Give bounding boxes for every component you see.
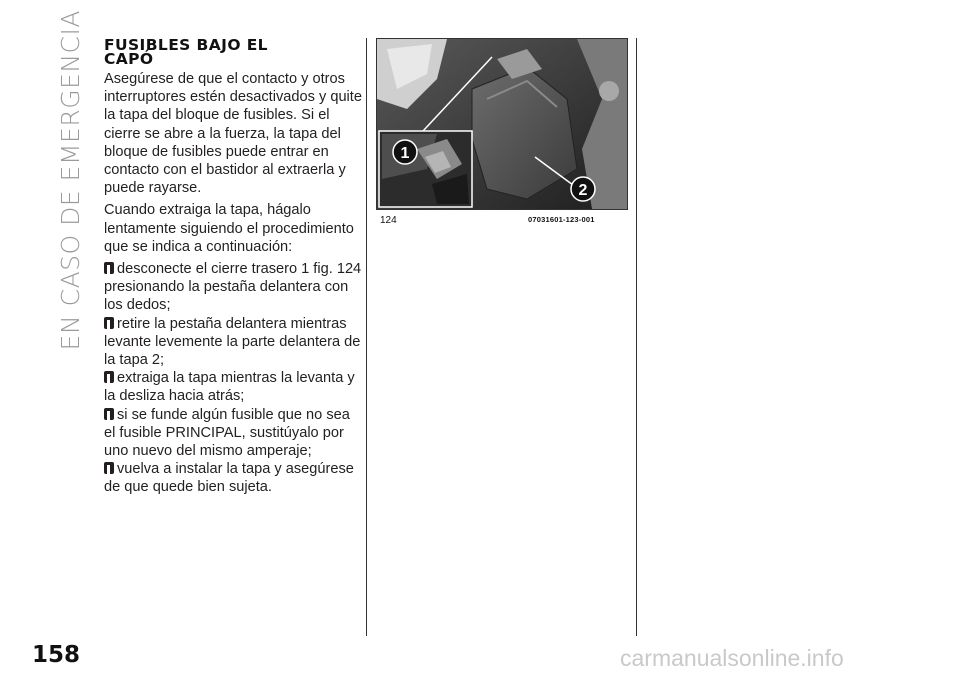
figure-caption-number: 124 — [380, 215, 397, 226]
section-heading-line1: FUSIBLES BAJO EL — [104, 36, 268, 54]
watermark-text: carmanualsonline.info — [620, 645, 844, 671]
column-divider-right — [636, 38, 637, 636]
intro-paragraph: Asegúrese de que el contacto y otros interruptores estén desactivados y quite la tapa del bloque de fusibles. Si el cierre se abre a la fuerza, la tapa del bloque de fusibles puede entrar en contacto con el bastidor al extraerla y puede rayarse. — [104, 71, 362, 197]
bullet-icon — [104, 462, 114, 474]
figure-caption-code: 07031601-123-001 — [528, 215, 595, 224]
step-text: extraiga la tapa mientras la levanta y la desliza hacia atrás; — [104, 370, 355, 405]
page-number: 158 — [32, 642, 81, 668]
bullet-icon — [104, 371, 114, 383]
section-heading — [104, 38, 362, 66]
step-text: si se funde algún fusible que no sea el fusible PRINCIPAL, sustitúyalo por uno nuevo del mismo amperaje; — [104, 406, 350, 460]
step-item — [104, 369, 362, 405]
figure-124-photo — [376, 38, 628, 210]
bullet-icon — [104, 408, 114, 420]
step-item — [104, 315, 362, 370]
bullet-icon — [104, 317, 114, 329]
step-item — [104, 460, 362, 496]
fuse-box-illustration — [377, 39, 627, 209]
chapter-side-title — [53, 9, 87, 351]
column-divider-left — [366, 38, 367, 636]
bullet-icon — [104, 262, 114, 274]
step-text: retire la pestaña delantera mientras levante levemente la parte delantera de la tapa 2; — [104, 315, 361, 369]
step-item — [104, 260, 362, 315]
callout-2-label: 2 — [578, 182, 588, 199]
text-column — [104, 38, 362, 497]
instructions-paragraph: Cuando extraiga la tapa, hágalo lentamente siguiendo el procedimiento que se indica a continuación: — [104, 202, 354, 255]
callout-1-label: 1 — [400, 145, 410, 162]
step-item — [104, 406, 362, 461]
step-text: desconecte el cierre trasero 1 fig. 124 presionando la pestaña delantera con los dedos; — [104, 261, 362, 314]
step-text: vuelva a instalar la tapa y asegúrese de que quede bien sujeta. — [104, 461, 354, 496]
section-heading-line2: CAPÓ — [104, 50, 154, 68]
chapter-side-title-text: EN CASO DE EMERGENCIA — [55, 9, 85, 351]
